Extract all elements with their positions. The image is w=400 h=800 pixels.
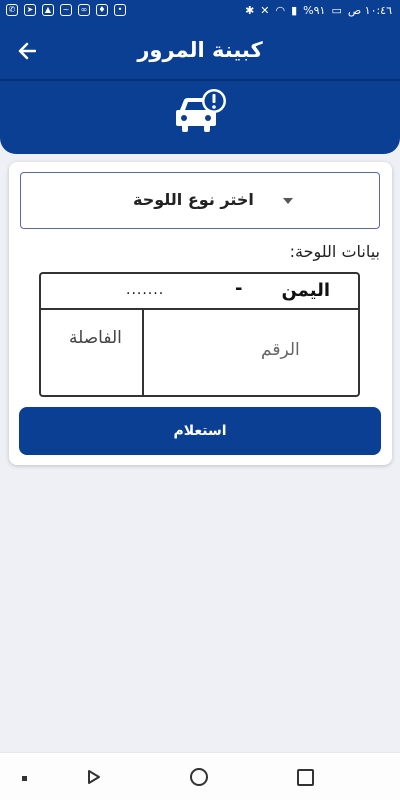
bluetooth-icon: ✱ — [245, 4, 255, 17]
mute-icon: ✕ — [260, 4, 270, 17]
clock: ١٠:٤٦ ص — [347, 4, 392, 17]
status-left-icons — [6, 4, 126, 16]
plate-top-row — [41, 274, 358, 310]
system-nav-bar — [0, 752, 400, 800]
nav-back-icon[interactable] — [86, 769, 102, 785]
nav-home-icon[interactable] — [190, 768, 208, 786]
messenger-icon: ~ — [60, 4, 72, 16]
nav-menu-icon[interactable] — [22, 776, 27, 781]
status-bar — [0, 0, 400, 24]
battery-label: %٩١ — [303, 4, 326, 17]
plate-data-label: بيانات اللوحة: — [289, 242, 380, 261]
chevron-down-icon — [283, 198, 293, 204]
car-alert-icon — [174, 88, 228, 136]
gallery-icon: ▲ — [42, 4, 54, 16]
shield-icon: ♦ — [96, 4, 108, 16]
app-bar — [0, 24, 400, 79]
license-plate — [39, 272, 360, 397]
status-right-info — [245, 4, 392, 17]
notification-icon: • — [114, 4, 126, 16]
plate-country: اليمن — [281, 280, 330, 301]
signal-icon: ▮ — [291, 4, 298, 17]
inquiry-button[interactable]: استعلام — [19, 407, 381, 455]
plate-comma-input[interactable]: الفاصلة — [69, 328, 122, 348]
telegram-icon: ➤ — [24, 4, 36, 16]
plate-dash: - — [235, 278, 243, 299]
plate-type-select-label: اختر نوع اللوحة — [133, 190, 254, 209]
plate-type-select[interactable] — [20, 172, 380, 229]
wifi-icon: ◠ — [275, 4, 286, 17]
plate-code-input[interactable]: ....... — [126, 282, 165, 298]
whatsapp-icon: ✆ — [6, 4, 18, 16]
plate-divider — [142, 310, 144, 397]
page-title: كبينة المرور — [137, 38, 263, 62]
plate-number-input[interactable]: الرقم — [261, 340, 300, 360]
banner-divider — [0, 79, 400, 81]
battery-icon: ▭ — [331, 4, 342, 17]
plate-form-card — [9, 162, 392, 465]
nav-recents-icon[interactable] — [297, 769, 314, 786]
vpn-icon: ∞ — [78, 4, 90, 16]
